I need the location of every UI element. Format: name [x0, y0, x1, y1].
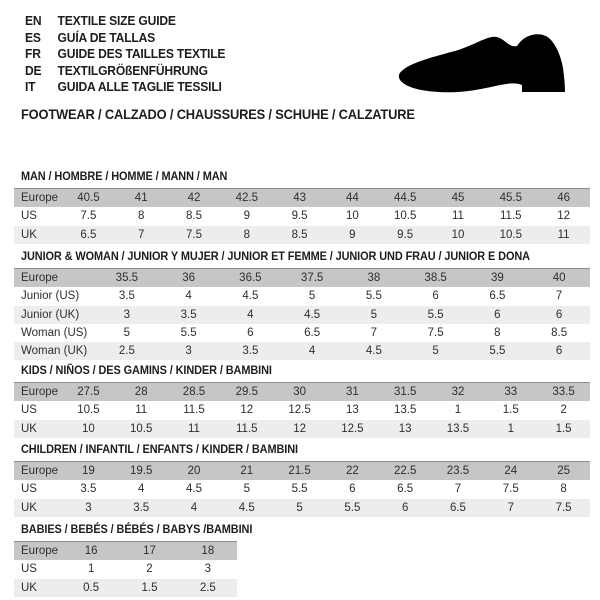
- footwear-category-title: FOOTWEAR / CALZADO / CHAUSSURES / SCHUHE / CALZATURE: [21, 106, 415, 122]
- size-cell: 10.5: [393, 210, 417, 223]
- language-code: DE: [25, 62, 42, 78]
- size-cell: 5.5: [365, 290, 382, 303]
- language-item: [25, 13, 225, 30]
- size-cell: 12: [240, 404, 254, 417]
- size-cell: 3: [62, 499, 115, 517]
- size-cell: 8: [220, 226, 273, 244]
- language-code: FR: [25, 46, 41, 62]
- size-cell: 27.5: [62, 383, 115, 402]
- size-cell: 12: [273, 420, 326, 438]
- size-section: [14, 363, 590, 438]
- table-row: [14, 462, 590, 481]
- size-cell: 28.5: [168, 383, 221, 402]
- size-cell: 13: [379, 420, 432, 438]
- size-cell: 7: [115, 226, 168, 244]
- row-label: Junior (UK): [14, 306, 96, 324]
- size-cell: 39: [467, 269, 529, 288]
- size-cell: 13.5: [393, 404, 417, 417]
- row-label: US: [21, 563, 37, 576]
- size-cell: 4: [220, 306, 282, 324]
- size-cell: 35.5: [96, 269, 158, 288]
- size-cell: 36: [158, 269, 220, 288]
- size-cell: 7.5: [427, 327, 444, 340]
- size-cell: 10: [432, 226, 485, 244]
- table-row: [14, 226, 590, 244]
- size-cell: 22: [326, 462, 379, 481]
- row-label: US: [21, 404, 37, 417]
- size-cell: 5.5: [405, 306, 467, 324]
- size-cell: 2.5: [179, 579, 237, 597]
- row-label: UK: [14, 579, 62, 597]
- table-row: [14, 480, 590, 498]
- size-cell: 5: [405, 342, 467, 360]
- table-row: [14, 579, 237, 597]
- size-cell: 11.5: [183, 404, 205, 417]
- size-cell: 2: [560, 404, 567, 417]
- size-cell: 20: [168, 462, 221, 481]
- size-cell: 6: [432, 290, 439, 303]
- size-cell: 3: [204, 563, 212, 576]
- size-cell: 18: [179, 542, 237, 561]
- size-cell: 5: [273, 499, 326, 517]
- size-cell: 6.5: [62, 226, 115, 244]
- size-cell: 7: [454, 483, 462, 496]
- size-cell: 4: [185, 290, 192, 303]
- size-table: [14, 541, 237, 597]
- size-cell: 25: [537, 462, 590, 481]
- language-label: GUIDA ALLE TAGLIE TESSILI: [57, 79, 222, 95]
- language-label: GUIDE DES TAILLES TEXTILE: [57, 46, 226, 62]
- language-item: [25, 79, 225, 96]
- size-cell: 24: [484, 462, 537, 481]
- size-cell: 13: [345, 404, 359, 417]
- size-cell: 41: [115, 189, 168, 208]
- row-label: US: [21, 483, 37, 496]
- row-label: UK: [14, 499, 62, 517]
- size-cell: 8: [560, 483, 567, 496]
- language-label: TEXTILGRÖßENFÜHRUNG: [57, 62, 208, 78]
- size-cell: 46: [537, 189, 590, 208]
- size-cell: 6: [379, 499, 432, 517]
- size-cell: 1: [87, 563, 95, 576]
- size-cell: 1: [484, 420, 537, 438]
- size-cell: 5: [123, 327, 131, 340]
- size-cell: 10.5: [77, 404, 100, 417]
- size-cell: 6: [467, 306, 529, 324]
- size-cell: 7: [555, 290, 563, 303]
- section-title: CHILDREN / INFANTIL / ENFANTS / KINDER / BAMBINI: [21, 442, 298, 456]
- size-cell: 45: [432, 189, 485, 208]
- size-table: [14, 268, 590, 360]
- size-cell: 6.5: [304, 327, 321, 340]
- size-cell: 42.5: [220, 189, 273, 208]
- size-cell: 13.5: [432, 420, 485, 438]
- size-cell: 11: [168, 420, 221, 438]
- table-row: [14, 401, 590, 419]
- size-cell: 8.5: [185, 210, 202, 223]
- size-cell: 30: [273, 383, 326, 402]
- size-cell: 5.5: [291, 483, 308, 496]
- size-cell: 5: [243, 483, 250, 496]
- size-cell: 5: [308, 290, 316, 303]
- table-row: [14, 342, 590, 360]
- language-item: [25, 63, 225, 80]
- size-cell: 5.5: [326, 499, 379, 517]
- size-section: [14, 442, 590, 517]
- size-section: [14, 249, 590, 360]
- size-cell: 11.5: [500, 210, 522, 223]
- size-cell: 28: [115, 383, 168, 402]
- size-section: [14, 169, 590, 244]
- language-code: EN: [25, 13, 42, 28]
- row-label: Europe: [14, 462, 62, 481]
- section-title: KIDS / NIÑOS / DES GAMINS / KINDER / BAMBINI: [21, 363, 272, 377]
- section-title: BABIES / BEBÉS / BÉBÉS / BABYS /BAMBINI: [21, 522, 253, 536]
- size-cell: 12.5: [326, 420, 379, 438]
- size-cell: 1.5: [120, 579, 178, 597]
- size-cell: 19.5: [115, 462, 168, 481]
- row-label: Junior (US): [21, 290, 80, 303]
- size-cell: 6.5: [489, 290, 506, 303]
- table-row: [14, 269, 590, 288]
- table-row: [14, 383, 590, 402]
- size-cell: 0.5: [62, 579, 120, 597]
- table-row: [14, 324, 590, 342]
- size-cell: 45.5: [484, 189, 537, 208]
- size-cell: 21: [220, 462, 273, 481]
- row-label: UK: [14, 226, 62, 244]
- size-cell: 2: [146, 563, 153, 576]
- size-cell: 9.5: [379, 226, 432, 244]
- language-code: IT: [25, 79, 36, 95]
- size-cell: 4.5: [343, 342, 405, 360]
- row-label: Woman (US): [21, 327, 88, 340]
- size-cell: 23.5: [432, 462, 485, 481]
- size-cell: 6.5: [397, 483, 414, 496]
- size-cell: 17: [120, 542, 178, 561]
- size-cell: 3.5: [158, 306, 220, 324]
- size-cell: 33: [484, 383, 537, 402]
- size-cell: 7: [484, 499, 537, 517]
- size-cell: 3: [158, 342, 220, 360]
- size-cell: 5.5: [180, 327, 197, 340]
- size-cell: 8: [494, 327, 501, 340]
- size-cell: 31: [326, 383, 379, 402]
- size-cell: 40.5: [62, 189, 115, 208]
- size-cell: 43: [273, 189, 326, 208]
- table-row: [14, 560, 237, 578]
- size-cell: 44: [326, 189, 379, 208]
- size-cell: 3.5: [118, 290, 135, 303]
- size-cell: 38: [343, 269, 405, 288]
- dress-shoe-icon: [393, 24, 578, 99]
- size-cell: 6: [528, 306, 590, 324]
- row-label: UK: [14, 420, 62, 438]
- size-cell: 21.5: [273, 462, 326, 481]
- size-cell: 9: [326, 226, 379, 244]
- row-label: Europe: [14, 542, 62, 561]
- section-title: MAN / HOMBRE / HOMME / MANN / MAN: [21, 169, 228, 183]
- size-cell: 11: [452, 210, 464, 223]
- table-row: [14, 287, 590, 305]
- size-cell: 32: [432, 383, 485, 402]
- row-label: Europe: [14, 383, 62, 402]
- size-cell: 5: [343, 306, 405, 324]
- size-cell: 44.5: [379, 189, 432, 208]
- table-row: [14, 306, 590, 324]
- size-cell: 7.5: [168, 226, 221, 244]
- size-table: [14, 382, 590, 438]
- size-cell: 4: [281, 342, 343, 360]
- size-cell: 12.5: [288, 404, 311, 417]
- size-cell: 10.5: [484, 226, 537, 244]
- size-cell: 1.5: [537, 420, 590, 438]
- size-cell: 5.5: [467, 342, 529, 360]
- size-cell: 11: [135, 404, 148, 417]
- size-cell: 8.5: [551, 327, 568, 340]
- language-list: [25, 13, 240, 96]
- size-cell: 10: [345, 210, 359, 223]
- size-cell: 10.5: [115, 420, 168, 438]
- size-cell: 29.5: [220, 383, 273, 402]
- size-cell: 3.5: [80, 483, 97, 496]
- language-label: TEXTILE SIZE GUIDE: [57, 13, 176, 28]
- size-cell: 7.5: [502, 483, 519, 496]
- table-row: [14, 542, 237, 561]
- size-cell: 3.5: [115, 499, 168, 517]
- table-row: [14, 499, 590, 517]
- language-code: ES: [25, 29, 41, 45]
- size-cell: 8: [137, 210, 145, 223]
- size-cell: 10: [62, 420, 115, 438]
- row-label: Europe: [14, 189, 62, 208]
- size-cell: 11.5: [220, 420, 273, 438]
- row-label: Woman (UK): [14, 342, 96, 360]
- row-label: Europe: [14, 269, 96, 288]
- size-cell: 1: [454, 404, 462, 417]
- size-cell: 22.5: [379, 462, 432, 481]
- size-cell: 9.5: [291, 210, 308, 223]
- size-cell: 4.5: [242, 290, 259, 303]
- size-cell: 38.5: [405, 269, 467, 288]
- size-cell: 4: [168, 499, 221, 517]
- table-row: [14, 189, 590, 208]
- size-cell: 16: [62, 542, 120, 561]
- size-cell: 2.5: [96, 342, 158, 360]
- size-cell: 42: [168, 189, 221, 208]
- size-table: [14, 461, 590, 517]
- table-row: [14, 420, 590, 438]
- size-cell: 9: [243, 210, 250, 223]
- size-cell: 4.5: [220, 499, 273, 517]
- section-title: JUNIOR & WOMAN / JUNIOR Y MUJER / JUNIOR ET FEMME / JUNIOR UND FRAU / JUNIOR E DONA: [21, 249, 530, 263]
- size-cell: 3: [96, 306, 158, 324]
- language-item: [25, 30, 225, 47]
- size-cell: 36.5: [220, 269, 282, 288]
- size-cell: 6: [247, 327, 254, 340]
- size-section: [14, 522, 275, 597]
- size-cell: 7.5: [537, 499, 590, 517]
- row-label: US: [21, 210, 37, 223]
- size-cell: 37.5: [281, 269, 343, 288]
- size-cell: 31.5: [379, 383, 432, 402]
- size-cell: 8.5: [273, 226, 326, 244]
- size-cell: 3.5: [220, 342, 282, 360]
- size-cell: 7.5: [80, 210, 97, 223]
- language-label: GUÍA DE TALLAS: [57, 29, 156, 45]
- size-cell: 6: [349, 483, 356, 496]
- table-row: [14, 207, 590, 225]
- size-cell: 19: [62, 462, 115, 481]
- size-cell: 11: [537, 226, 590, 244]
- size-cell: 4.5: [185, 483, 202, 496]
- size-table: [14, 188, 590, 244]
- size-cell: 12: [557, 210, 570, 223]
- size-cell: 1.5: [502, 404, 519, 417]
- size-cell: 7: [370, 327, 378, 340]
- size-cell: 33.5: [537, 383, 590, 402]
- size-cell: 6: [528, 342, 590, 360]
- size-cell: 4: [137, 483, 145, 496]
- size-cell: 4.5: [281, 306, 343, 324]
- size-cell: 40: [528, 269, 590, 288]
- size-cell: 6.5: [432, 499, 485, 517]
- language-item: [25, 46, 225, 63]
